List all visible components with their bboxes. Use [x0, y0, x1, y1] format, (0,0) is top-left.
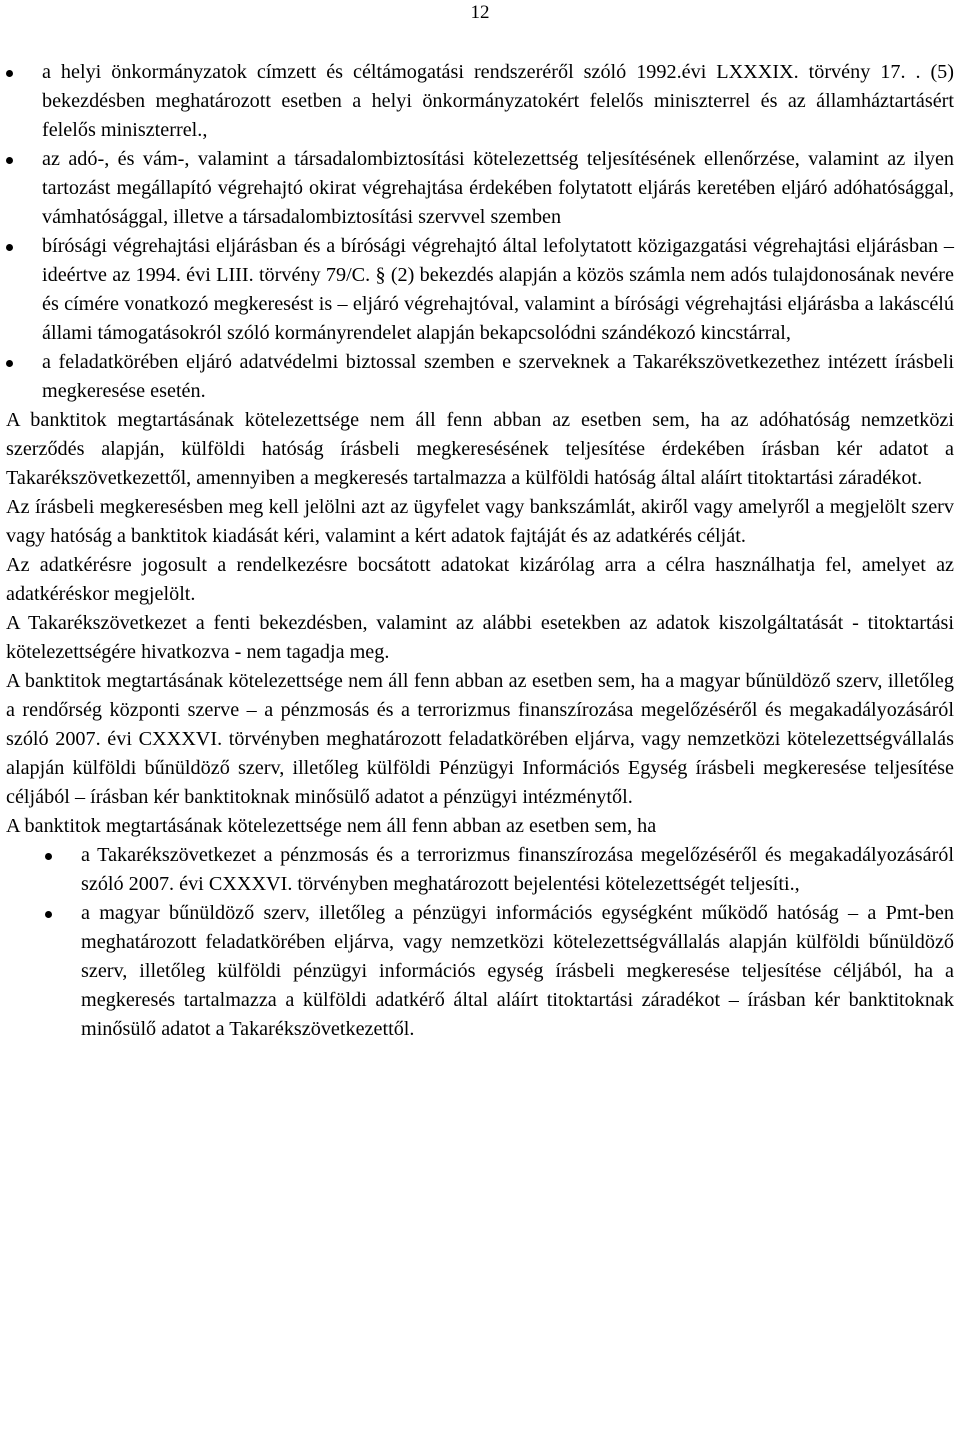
list-item — [6, 841, 954, 899]
list-item-text: a Takarékszövetkezet a pénzmosás és a terrorizmus finanszírozása megelőzéséről és megakadályozásáról szóló 2007. évi CXXXVI. törvényben meghatározott bejelentési kötelezettségét teljesíti., — [81, 844, 954, 895]
list-item — [6, 232, 954, 348]
paragraph-data-use: Az adatkérésre jogosult a rendelkezésre bocsátott adatokat kizárólag arra a célra használhatja fel, amelyet az adatkéréskor megjelölt. — [6, 554, 954, 605]
bullet-icon — [6, 157, 13, 164]
list-item — [6, 348, 954, 406]
bullet-icon — [6, 360, 13, 367]
list-item-text: a magyar bűnüldöző szerv, illetőleg a pénzügyi információs egységként működő hatóság – a Pmt-ben meghatározott feladatkörében eljárva, vagy nemzetközi kötelezettségvállalás alapján külföldi bűnüldöző szerv, illetőleg külföldi pénzügyi információs egység írásbeli megkeresése teljesítése céljából, ha a megkeresés tartalmazza a külföldi adatkérő által aláírt titoktartási záradékot – írásban kér banktitoknak minősülő adatot a Takarékszövetkezettől. — [81, 902, 954, 1040]
paragraph-final-intro: A banktitok megtartásának kötelezettsége nem áll fenn abban az esetben sem, ha — [6, 815, 657, 837]
paragraph-data-disclosure: A Takarékszövetkezet a fenti bekezdésben, valamint az alábbi esetekben az adatok kiszolgáltatását - titoktartási kötelezettségére hivatkozva - nem tagadja meg. — [6, 612, 954, 663]
bullet-icon — [6, 70, 13, 77]
bullet-icon — [45, 853, 52, 860]
paragraph-foreign-authority: A banktitok megtartásának kötelezettsége nem áll fenn abban az esetben sem, ha az adóhatóság nemzetközi szerződés alapján, külföldi hatóság írásbeli megkeresésének teljesítése érdekében írásban kér adatot a Takarékszövetkezettől, amennyiben a megkeresés tartalmazza a külföldi hatóság által aláírt titoktartási záradékot. — [6, 409, 954, 489]
list-item-text: a helyi önkormányzatok címzett és céltámogatási rendszeréről szóló 1992.évi LXXXIX. törvény 17. . (5) bekezdésben meghatározott esetben a helyi önkormányzatokért felelős miniszterrel és az államháztartásért felelős miniszterrel., — [42, 61, 954, 141]
list-item-text: a feladatkörében eljáró adatvédelmi biztossal szemben e szerveknek a Takarékszövetkezethez intézett írásbeli megkeresése esetén. — [42, 351, 954, 402]
bullet-list-top — [6, 58, 954, 406]
document-body — [6, 58, 954, 1044]
bullet-icon — [45, 911, 52, 918]
paragraph-law-enforcement: A banktitok megtartásának kötelezettsége nem áll fenn abban az esetben sem, ha a magyar bűnüldöző szerv, illetőleg a rendőrség központi szerve – a pénzmosás és a terrorizmus finanszírozása megelőzéséről és megakadályozásáról szóló 2007. évi CXXXVI. törvényben meghatározott feladatkörében eljárva, vagy nemzetközi kötelezettségvállalás alapján külföldi bűnüldöző szerv, illetőleg külföldi Pénzügyi Információs Egység írásbeli megkeresése teljesítése céljából – írásban kér banktitoknak minősülő adatot a pénzügyi intézménytől. — [6, 670, 954, 808]
paragraph-request-content: Az írásbeli megkeresésben meg kell jelölni azt az ügyfelet vagy bankszámlát, akiről vagy amelyről a megjelölt szerv vagy hatóság a banktitok kiadását kéri, valamint a kért adatok fajtáját és az adatkérés célját. — [6, 496, 954, 547]
list-item — [6, 899, 954, 1044]
list-item — [6, 58, 954, 145]
bullet-icon — [6, 244, 13, 251]
list-item-text: az adó-, és vám-, valamint a társadalombiztosítási kötelezettség teljesítésének ellenőrzése, valamint az ilyen tartozást megállapító végrehajtó okirat végrehajtása érdekében folytatott eljárás keretében eljáró adóhatósággal, vámhatósággal, illetve a társadalombiztosítási szervvel szemben — [42, 148, 954, 228]
page-number: 12 — [470, 2, 490, 23]
list-item — [6, 145, 954, 232]
bullet-list-bottom — [6, 841, 954, 1044]
list-item-text: bírósági végrehajtási eljárásban és a bírósági végrehajtó által lefolytatott közigazgatási végrehajtási eljárásban – ideértve az 1994. évi LIII. törvény 79/C. § (2) bekezdés alapján a közös számla nem adós tulajdonosának nevére és címére vonatkozó megkeresést is – eljáró végrehajtóval, valamint a bírósági végrehajtási eljárásba a lakáscélú állami támogatásokról szóló kormányrendelet alapján bekapcsolódni szándékozó kincstárral, — [42, 235, 954, 344]
